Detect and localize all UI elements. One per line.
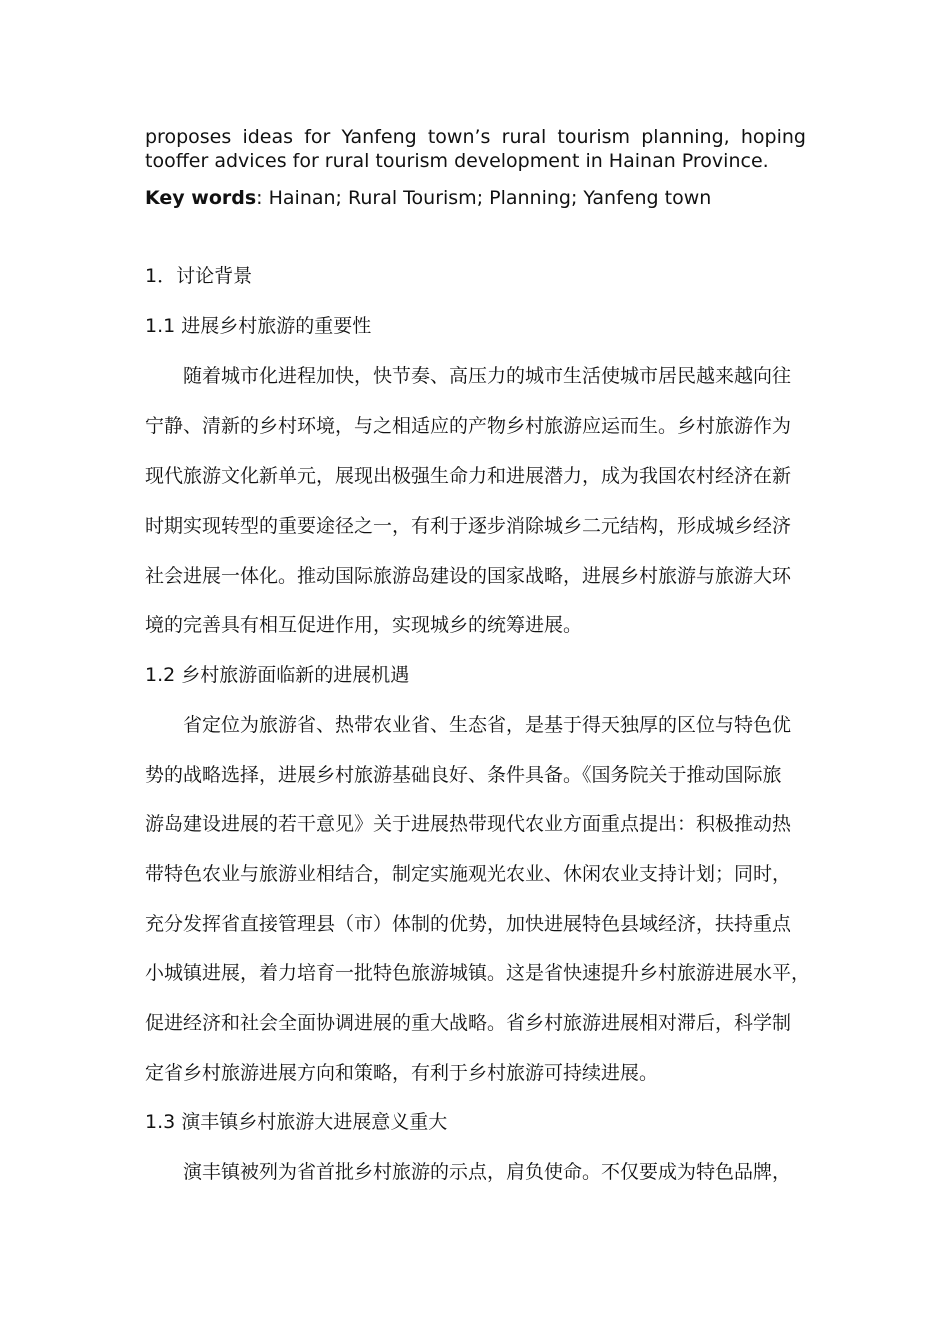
paragraph-line: 促进经济和社会全面协调进展的重大战略。省乡村旅游进展相对滞后，科学制 <box>145 1012 792 1034</box>
paragraph-line: 社会进展一体化。推动国际旅游岛建设的国家战略，进展乡村旅游与旅游大环 <box>145 565 792 587</box>
paragraph-line: 演丰镇被列为省首批乡村旅游的示点，肩负使命。不仅要成为特色品牌， <box>183 1161 792 1183</box>
paragraph-line: 充分发挥省直接管理县（市）体制的优势，加快进展特色县域经济，扶持重点 <box>145 913 792 935</box>
paragraph-line: 带特色农业与旅游业相结合，制定实施观光农业、休闲农业支持计划；同时， <box>145 863 792 885</box>
paragraph-line: 宁静、清新的乡村环境，与之相适应的产物乡村旅游应运而生。乡村旅游作为 <box>145 415 792 437</box>
abstract-line-1: proposes ideas for Yanfeng town’s rural tourism planning, hoping <box>145 126 806 148</box>
keywords-text: : Hainan; Rural Tourism; Planning; Yanfeng town <box>256 187 712 209</box>
subsection-heading-1-3: 1.3 演丰镇乡村旅游大进展意义重大 <box>145 1111 448 1133</box>
paragraph-line: 游岛建设进展的若干意见》关于进展热带现代农业方面重点提出：积极推动热 <box>145 813 792 835</box>
keywords-line <box>145 187 711 209</box>
paragraph-line: 省定位为旅游省、热带农业省、生态省，是基于得天独厚的区位与特色优 <box>183 714 792 736</box>
paragraph-line: 随着城市化进程加快，快节奏、高压力的城市生活使城市居民越来越向往 <box>183 365 792 387</box>
paragraph-line: 境的完善具有相互促进作用，实现城乡的统筹进展。 <box>145 614 583 636</box>
section-heading-1: 1．讨论背景 <box>145 265 253 287</box>
subsection-heading-1-2: 1.2 乡村旅游面临新的进展机遇 <box>145 664 410 686</box>
paragraph-line: 势的战略选择，进展乡村旅游基础良好、条件具备。《国务院关于推动国际旅 <box>145 764 782 786</box>
keywords-label: Key words <box>145 187 257 209</box>
paragraph-line: 时期实现转型的重要途径之一，有利于逐步消除城乡二元结构，形成城乡经济 <box>145 515 792 537</box>
paragraph-line: 小城镇进展，着力培育一批特色旅游城镇。这是省快速提升乡村旅游进展水平， <box>145 962 811 984</box>
paragraph-line: 现代旅游文化新单元，展现出极强生命力和进展潜力，成为我国农村经济在新 <box>145 465 792 487</box>
paragraph-line: 定省乡村旅游进展方向和策略，有利于乡村旅游可持续进展。 <box>145 1062 659 1084</box>
abstract-line-2: tooffer advices for rural tourism development in Hainan Province. <box>145 150 769 172</box>
subsection-heading-1-1: 1.1 进展乡村旅游的重要性 <box>145 315 372 337</box>
